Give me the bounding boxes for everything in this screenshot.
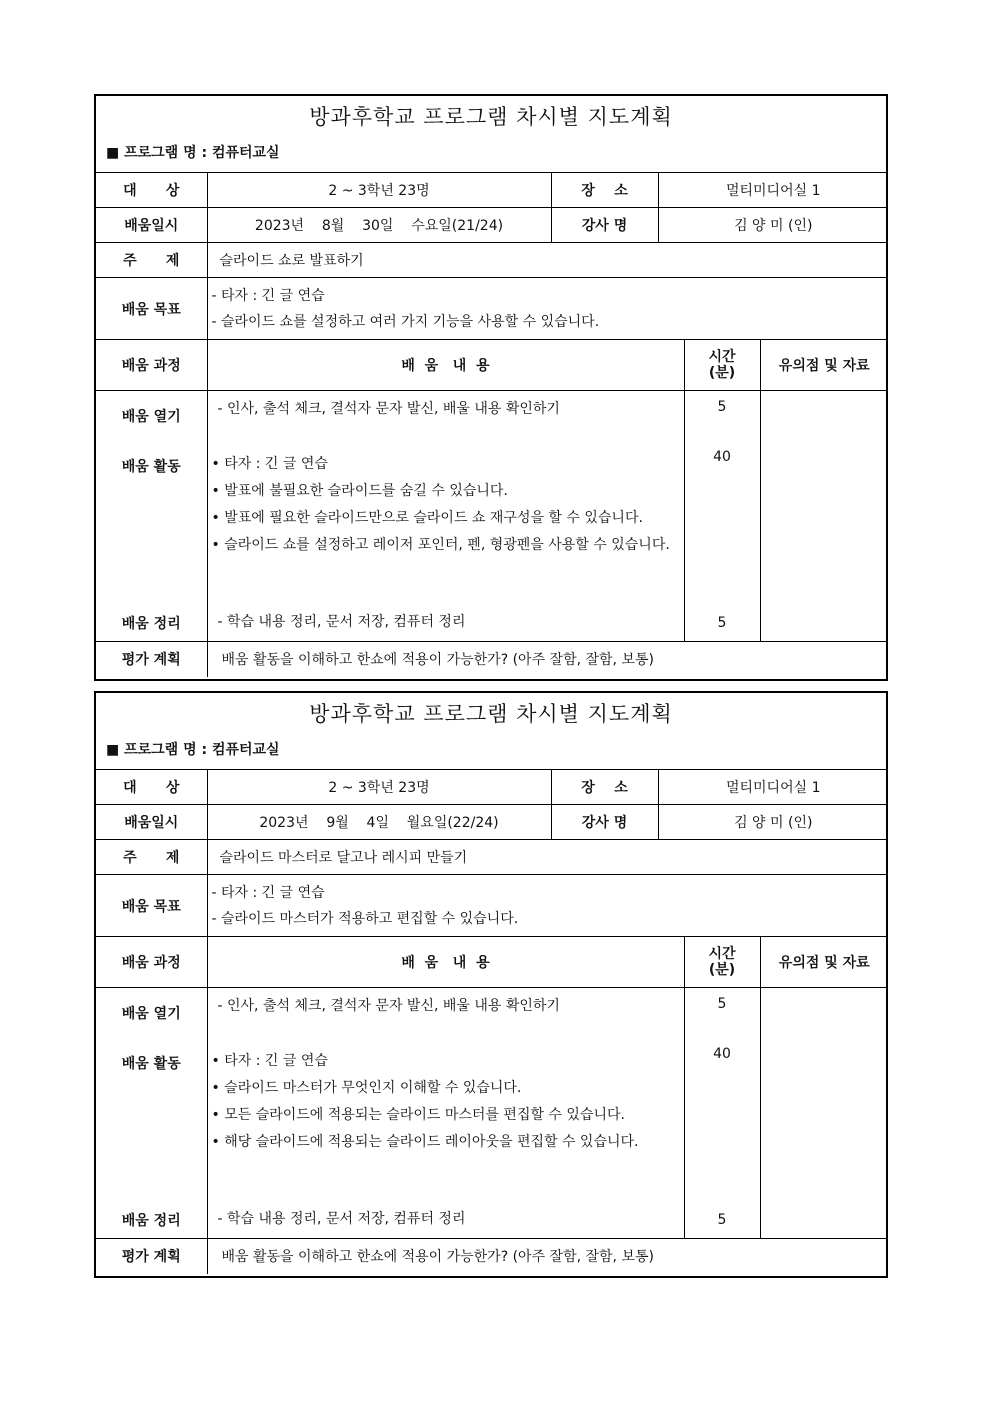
goal-item: - 슬라이드 쇼를 설정하고 여러 가지 기능을 사용할 수 있습니다. [211,313,600,330]
goal-item: - 슬라이드 마스터가 적용하고 편집할 수 있습니다. [211,910,519,927]
notes-column [760,988,888,1239]
activity-item: • 발표에 불필요한 슬라이드를 숨길 수 있습니다. [211,483,508,499]
time-open: 5 [717,996,727,1012]
content-column [207,391,684,642]
program-name: ■ 프로그램 명 : 컴퓨터교실 [106,742,280,758]
activity-item: • 슬라이드 쇼를 설정하고 레이저 포인터, 펜, 형광펜을 사용할 수 있습니다. [211,537,670,553]
place-label: 장 소 [551,770,658,805]
time-column [684,988,760,1239]
goal-label: 배움 목표 [96,278,207,340]
date-label: 배움일시 [96,805,207,840]
time-open: 5 [717,399,727,415]
activity-item: • 타자 : 긴 글 연습 [211,1053,328,1069]
topic-value: 슬라이드 마스터로 달고나 레시피 만들기 [207,840,888,875]
lesson-plan-2 [94,691,888,1278]
target-label: 대 상 [96,173,207,208]
stage-close: 배움 정리 [121,1213,181,1229]
activity-list [212,451,678,559]
time-label-unit: (분) [708,365,736,381]
teacher-label: 강사 명 [551,208,658,243]
date-value: 2023년 8월 30일 수요일(21/24) [207,208,551,243]
place-value: 멀티미디어실 1 [658,173,888,208]
content-label: 배 움 내 용 [207,340,684,391]
activity-item: • 발표에 필요한 슬라이드만으로 슬라이드 쇼 재구성을 할 수 있습니다. [211,510,643,526]
time-label [684,937,760,988]
process-label: 배움 과정 [96,937,207,988]
activity-item: • 슬라이드 마스터가 무엇인지 이해할 수 있습니다. [211,1080,522,1096]
open-content: - 인사, 출석 체크, 결석자 문자 발신, 배울 내용 확인하기 [217,998,560,1014]
place-label: 장 소 [551,173,658,208]
target-label: 대 상 [96,770,207,805]
goal-item: - 타자 : 긴 글 연습 [211,287,325,304]
notes-column [760,391,888,642]
time-label-top: 시간 [708,946,736,962]
time-close: 5 [717,615,727,631]
eval-value: 배움 활동을 이해하고 한쇼에 적용이 가능한가? (아주 잘함, 잘함, 보통) [207,642,888,677]
eval-label: 평가 계획 [96,642,207,677]
activity-item: • 모든 슬라이드에 적용되는 슬라이드 마스터를 편집할 수 있습니다. [211,1107,625,1123]
time-label-unit: (분) [708,962,736,978]
time-close: 5 [717,1212,727,1228]
plan-table [96,172,888,677]
stage-column [96,988,207,1239]
teacher-value: 김 양 미 (인) [658,805,888,840]
stage-activity: 배움 활동 [121,459,181,475]
target-value: 2 ~ 3학년 23명 [207,770,551,805]
plan-title: 방과후학교 프로그램 차시별 지도계획 [309,702,673,726]
content-column [207,988,684,1239]
goal-list [207,278,888,340]
time-column [684,391,760,642]
time-label [684,340,760,391]
stage-activity: 배움 활동 [121,1056,181,1072]
close-content: - 학습 내용 정리, 문서 저장, 컴퓨터 정리 [217,1211,466,1227]
plan-table [96,769,888,1274]
target-value: 2 ~ 3학년 23명 [207,173,551,208]
date-value: 2023년 9월 4일 월요일(22/24) [207,805,551,840]
activity-list [212,1048,678,1156]
activity-item: • 타자 : 긴 글 연습 [211,456,328,472]
notes-label: 유의점 및 자료 [760,937,888,988]
teacher-value: 김 양 미 (인) [658,208,888,243]
stage-open: 배움 열기 [121,1006,181,1022]
stage-open: 배움 열기 [121,409,181,425]
topic-label: 주 제 [96,840,207,875]
place-value: 멀티미디어실 1 [658,770,888,805]
close-content: - 학습 내용 정리, 문서 저장, 컴퓨터 정리 [217,614,466,630]
content-label: 배 움 내 용 [207,937,684,988]
topic-value: 슬라이드 쇼로 발표하기 [207,243,888,278]
goal-list [207,875,888,937]
program-name: ■ 프로그램 명 : 컴퓨터교실 [106,145,280,161]
notes-label: 유의점 및 자료 [760,340,888,391]
date-label: 배움일시 [96,208,207,243]
process-label: 배움 과정 [96,340,207,391]
stage-column [96,391,207,642]
goal-label: 배움 목표 [96,875,207,937]
goal-item: - 타자 : 긴 글 연습 [211,884,325,901]
stage-close: 배움 정리 [121,616,181,632]
eval-value: 배움 활동을 이해하고 한쇼에 적용이 가능한가? (아주 잘함, 잘함, 보통) [207,1239,888,1274]
time-label-top: 시간 [708,349,736,365]
lesson-plan-1 [94,94,888,681]
activity-item: • 해당 슬라이드에 적용되는 슬라이드 레이아웃을 편집할 수 있습니다. [211,1134,639,1150]
eval-label: 평가 계획 [96,1239,207,1274]
time-activity: 40 [713,1046,731,1062]
topic-label: 주 제 [96,243,207,278]
plan-title: 방과후학교 프로그램 차시별 지도계획 [309,105,673,129]
open-content: - 인사, 출석 체크, 결석자 문자 발신, 배울 내용 확인하기 [217,401,560,417]
time-activity: 40 [713,449,731,465]
teacher-label: 강사 명 [551,805,658,840]
